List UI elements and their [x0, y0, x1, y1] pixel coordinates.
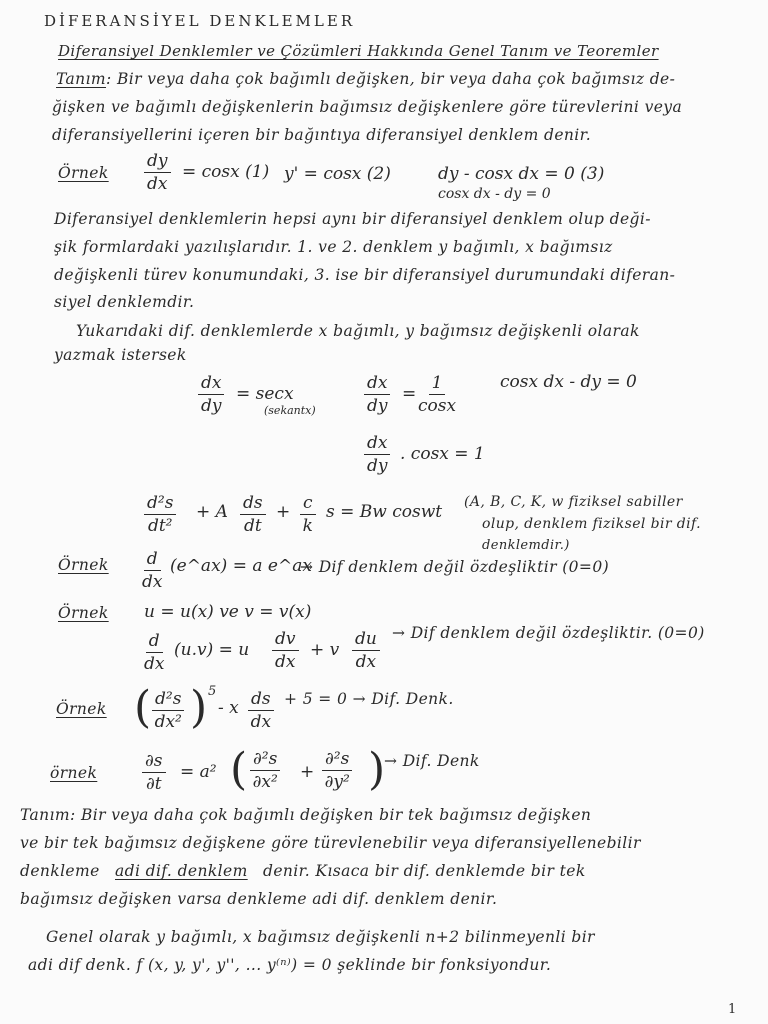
- fraction-d2s-dx2: [152, 690, 184, 731]
- denominator: dt²: [147, 515, 173, 536]
- left-paren: (: [230, 744, 248, 795]
- paragraph-3-line-1: Genel olarak y bağımlı, x bağımsız değişkenli n+2 bilinmeyenli bir: [46, 928, 595, 946]
- equation-3b: cosx dx - dy = 0: [438, 186, 551, 202]
- numerator: dx: [364, 374, 390, 395]
- section-heading: Diferansiyel Denklemler ve Çözümleri Hakkında Genel Tanım ve Teoremler: [58, 42, 659, 60]
- paragraph-3-line-2: adi dif denk. f (x, y, y', y'', ... y⁽ⁿ⁾) = 0 şeklinde bir fonksiyondur.: [28, 956, 552, 974]
- equals-sign: =: [402, 384, 417, 404]
- fraction-d2s-dt2: [144, 494, 176, 535]
- right-paren: ): [190, 682, 208, 733]
- uv-definition: u = u(x) ve v = v(x): [144, 602, 312, 622]
- paragraph-1-line-2: şik formlardaki yazılışlarıdır. 1. ve 2. denklem y bağımlı, x bağımsız: [54, 238, 613, 256]
- right-paren: ): [368, 744, 386, 795]
- numerator: d²s: [152, 690, 184, 711]
- numerator: ds: [248, 690, 274, 711]
- exponential-expression: (e^ax) = a e^ax: [170, 556, 312, 576]
- example-3-label: Örnek: [58, 604, 109, 622]
- equation-1: = cosx (1): [182, 162, 270, 182]
- denominator: ∂t: [145, 773, 162, 794]
- physics-note-3: denklemdir.): [482, 538, 570, 553]
- denominator: dt: [243, 515, 262, 536]
- paragraph-1-line-3: değişkenli türev konumundaki, 3. ise bir diferansiyel durumundaki diferan-: [54, 266, 676, 284]
- example-2-conclusion: → Dif denklem değil özdeşliktir (0=0): [300, 558, 610, 576]
- text-segment: denkleme: [20, 862, 100, 880]
- definition-1-line-3: diferansiyellerini içeren bir bağıntıya diferansiyel denklem denir.: [52, 126, 592, 144]
- example-2-label: Örnek: [58, 556, 109, 574]
- left-paren: (: [134, 682, 152, 733]
- numerator: d²s: [144, 494, 176, 515]
- example-5-conclusion: → Dif. Denk: [384, 752, 480, 770]
- numerator: ds: [240, 494, 266, 515]
- fraction-ds-dx: [248, 690, 274, 731]
- equation-cosx-dx: cosx dx - dy = 0: [500, 372, 637, 392]
- plus-sign: +: [276, 502, 291, 522]
- product-expression: (u.v) = u: [174, 640, 250, 660]
- fraction-dy-dx: [144, 152, 171, 193]
- denominator: dx: [144, 653, 165, 674]
- definition-1-line-1: [56, 70, 675, 88]
- paragraph-2-line-2: yazmak istersek: [54, 346, 187, 364]
- denominator: cosx: [418, 395, 457, 416]
- definition-2-line-4: bağımsız değişken varsa denkleme adi dif. denklem denir.: [20, 890, 498, 908]
- numerator: du: [352, 630, 380, 651]
- equation-3a: dy - cosx dx = 0 (3): [438, 164, 605, 184]
- denominator: k: [302, 515, 313, 536]
- fraction-ds-dt: [240, 494, 266, 535]
- numerator: dy: [144, 152, 171, 173]
- term-adi-dif-denklem: adi dif. denklem: [115, 862, 248, 880]
- fraction-ds-dt-partial: [142, 752, 166, 793]
- example-4-conclusion: + 5 = 0 → Dif. Denk.: [284, 690, 454, 708]
- fraction-dx-dy-2: [364, 374, 390, 415]
- physics-note-2: olup, denklem fiziksel bir dif.: [482, 516, 701, 532]
- fraction-d2s-dy2-partial: [322, 750, 352, 791]
- definition-label: Tanım: [56, 70, 107, 88]
- denominator: dx: [147, 173, 168, 194]
- numerator: c: [300, 494, 316, 515]
- fraction-dx-dy-1: [198, 374, 224, 415]
- numerator: d: [144, 550, 161, 571]
- denominator: dx²: [154, 711, 182, 732]
- equals-a-squared: = a²: [180, 762, 217, 782]
- definition-2-line-3: [20, 862, 586, 880]
- physics-note-1: (A, B, C, K, w fiziksel sabiller: [464, 494, 683, 510]
- paragraph-2-line-1: Yukarıdaki dif. denklemlerde x bağımlı, y bağımsız değişkenli olarak: [76, 322, 640, 340]
- fraction-c-k: [300, 494, 316, 535]
- text-segment: denir. Kısaca bir dif. denklemde bir tek: [263, 862, 586, 880]
- numerator: ∂²s: [322, 750, 352, 771]
- example-3-conclusion: → Dif denklem değil özdeşliktir. (0=0): [392, 624, 705, 642]
- definition-2-line-1: [20, 806, 591, 824]
- numerator: ∂s: [142, 752, 166, 773]
- fraction-1-cosx: [418, 374, 456, 415]
- sekant-note: (sekantx): [264, 404, 316, 417]
- fraction-d2s-dx2-partial: [250, 750, 280, 791]
- fraction-dv-dx: [272, 630, 299, 671]
- physics-rhs: s = Bw coswt: [326, 502, 443, 522]
- definition-2-text: : Bir veya daha çok bağımlı değişken bir tek bağımsız değişken: [70, 806, 592, 824]
- fraction-dx-dy-3: [364, 434, 390, 475]
- paragraph-1-line-1: Diferansiyel denklemlerin hepsi aynı bir diferansiyel denklem olup deği-: [54, 210, 651, 228]
- definition-2-label: Tanım: [20, 806, 71, 824]
- example-5-label: örnek: [50, 764, 98, 782]
- equation-cosx-1: . cosx = 1: [400, 444, 485, 464]
- minus-x: - x: [218, 698, 239, 718]
- exponent-5: 5: [208, 684, 217, 699]
- equation-2: y' = cosx (2): [284, 164, 391, 184]
- denominator: dy: [366, 395, 388, 416]
- paragraph-1-line-4: siyel denklemdir.: [54, 293, 195, 311]
- numerator: dx: [198, 374, 224, 395]
- example-1-label: Örnek: [58, 164, 109, 182]
- denominator: dx: [275, 651, 296, 672]
- fraction-d-dx-2: [144, 632, 164, 673]
- denominator: dy: [200, 395, 222, 416]
- denominator: ∂x²: [252, 771, 278, 792]
- plus-v: + v: [310, 640, 340, 660]
- denominator: dx: [142, 571, 163, 592]
- page-number: 1: [728, 1002, 737, 1017]
- sec-expression: = secx: [236, 384, 294, 404]
- denominator: dx: [250, 711, 272, 732]
- numerator: d: [146, 632, 163, 653]
- denominator: dx: [355, 651, 377, 672]
- definition-text: : Bir veya daha çok bağımlı değişken, bir veya daha çok bağımsız de-: [106, 70, 676, 88]
- definition-2-line-2: ve bir tek bağımsız değişkene göre türevlenebilir veya diferansiyellenebilir: [20, 834, 641, 852]
- plus-sign: +: [300, 762, 315, 782]
- page-title: DİFERANSİYEL DENKLEMLER: [44, 12, 356, 30]
- numerator: ∂²s: [250, 750, 280, 771]
- denominator: dy: [366, 455, 388, 476]
- denominator: ∂y²: [324, 771, 350, 792]
- numerator: 1: [429, 374, 446, 395]
- definition-1-line-2: ğişken ve bağımlı değişkenlerin bağımsız değişkenlere göre türevlerini veya: [52, 98, 683, 116]
- example-4-label: Örnek: [56, 700, 107, 718]
- numerator: dv: [272, 630, 299, 651]
- numerator: dx: [364, 434, 390, 455]
- fraction-d-dx-1: [142, 550, 162, 591]
- plus-a: + A: [196, 502, 228, 522]
- fraction-du-dx: [352, 630, 380, 671]
